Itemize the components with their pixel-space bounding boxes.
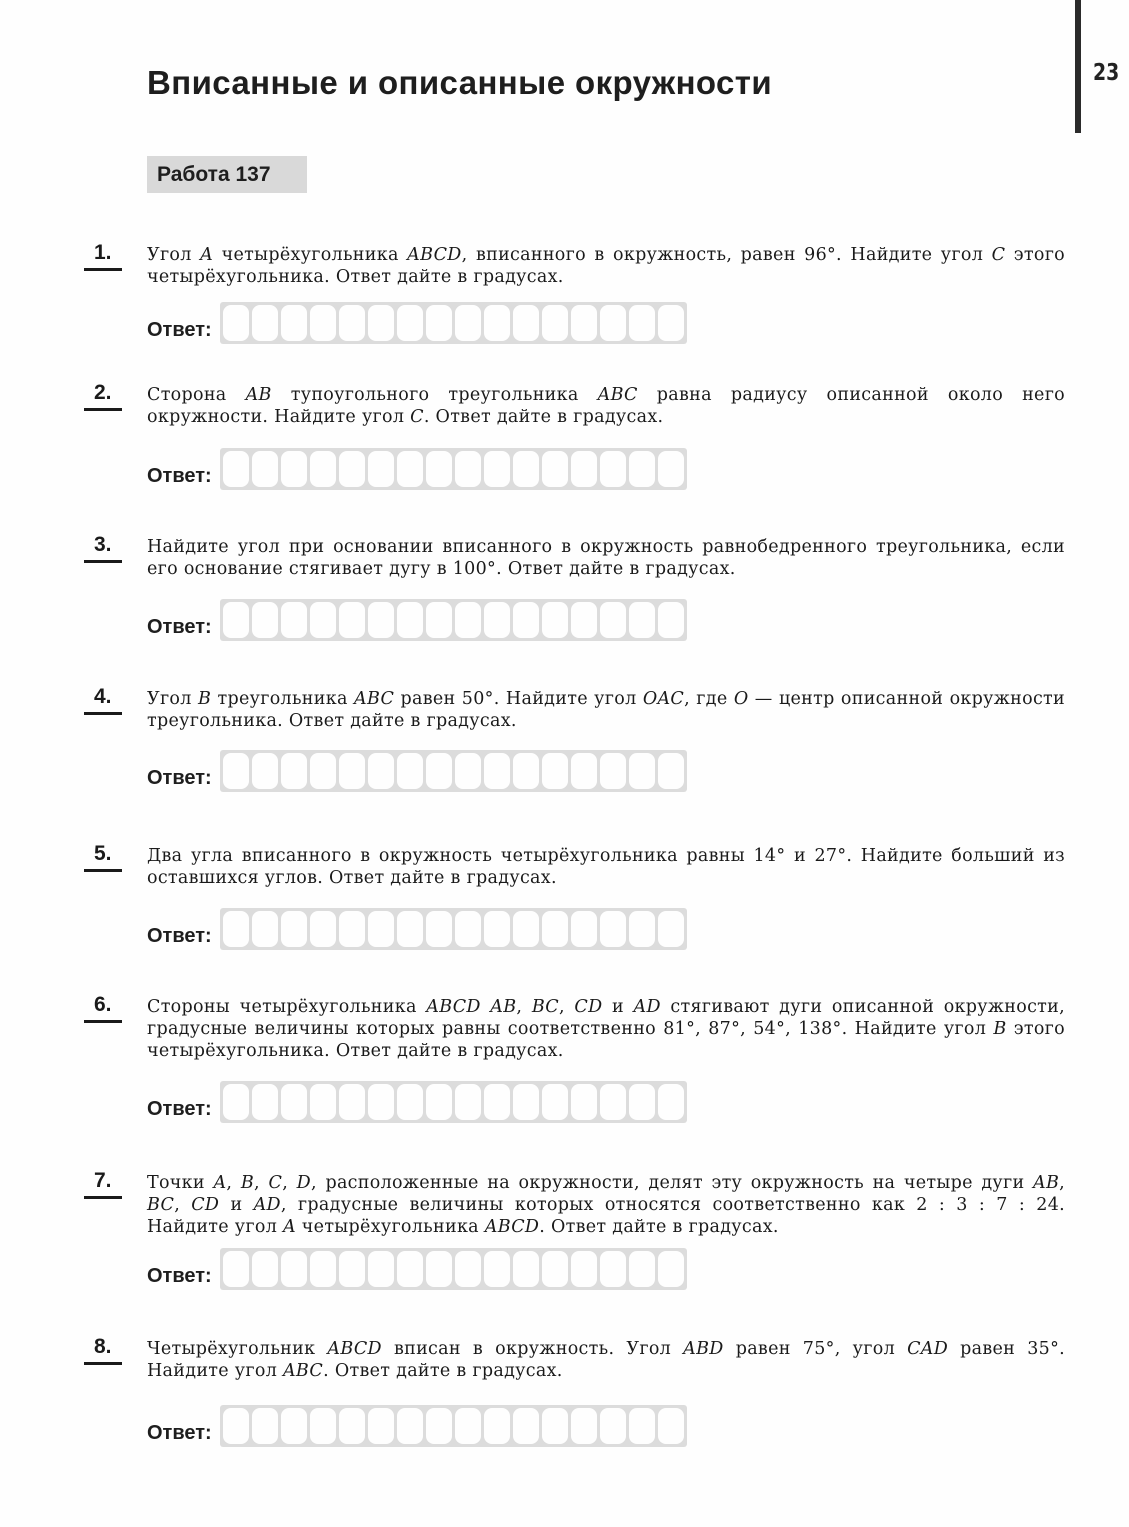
answer-cells[interactable]: [220, 599, 687, 641]
answer-cell[interactable]: [426, 1408, 452, 1444]
answer-cell[interactable]: [310, 1251, 336, 1287]
page-edge-bar: [1075, 0, 1081, 133]
answer-cell[interactable]: [600, 602, 626, 638]
answer-cell[interactable]: [339, 1084, 365, 1120]
answer-cell[interactable]: [600, 1251, 626, 1287]
answer-cell[interactable]: [223, 1251, 249, 1287]
answer-cell[interactable]: [339, 451, 365, 487]
answer-cell[interactable]: [629, 305, 655, 341]
answer-cell[interactable]: [397, 753, 423, 789]
answer-cell[interactable]: [571, 911, 597, 947]
answer-cell[interactable]: [513, 1084, 539, 1120]
answer-cell[interactable]: [542, 911, 568, 947]
task-number: 5.: [84, 842, 124, 866]
answer-cell[interactable]: [252, 911, 278, 947]
answer-cell[interactable]: [455, 602, 481, 638]
answer-cell[interactable]: [426, 911, 452, 947]
answer-cell[interactable]: [542, 753, 568, 789]
answer-cell[interactable]: [397, 1084, 423, 1120]
task-text: Точки A, B, C, D, расположенные на окружности, делят эту окружность на четыре дуги AB, BC, CD и AD, градусные величины которых относятся соответственно как 2 : 3 : 7 : 24. Найдите угол A четырёхугольника ABCD. Ответ дайте в градусах.: [147, 1173, 1065, 1237]
answer-cell[interactable]: [484, 753, 510, 789]
answer-cell[interactable]: [223, 1408, 249, 1444]
answer-cell[interactable]: [397, 602, 423, 638]
answer-cell[interactable]: [600, 911, 626, 947]
answer-cell[interactable]: [339, 753, 365, 789]
answer-cell[interactable]: [368, 305, 394, 341]
answer-cell[interactable]: [223, 305, 249, 341]
answer-cell[interactable]: [310, 602, 336, 638]
answer-cell[interactable]: [310, 305, 336, 341]
answer-cell[interactable]: [397, 1408, 423, 1444]
task-number: 8.: [84, 1335, 124, 1359]
answer-cell[interactable]: [484, 602, 510, 638]
answer-cell[interactable]: [629, 1084, 655, 1120]
answer-cell[interactable]: [542, 1408, 568, 1444]
answer-cell[interactable]: [484, 305, 510, 341]
answer-cell[interactable]: [571, 305, 597, 341]
task-number: 7.: [84, 1169, 124, 1193]
answer-cell[interactable]: [310, 451, 336, 487]
answer-cell[interactable]: [339, 1408, 365, 1444]
answer-cell[interactable]: [426, 305, 452, 341]
answer-cell[interactable]: [281, 753, 307, 789]
answer-cells[interactable]: [220, 448, 687, 490]
answer-cell[interactable]: [513, 602, 539, 638]
answer-cells[interactable]: [220, 908, 687, 950]
answer-cell[interactable]: [629, 602, 655, 638]
answer-cell[interactable]: [484, 911, 510, 947]
answer-label: Ответ:: [147, 616, 212, 638]
answer-cell[interactable]: [629, 451, 655, 487]
answer-cell[interactable]: [658, 1408, 684, 1444]
answer-cell[interactable]: [310, 753, 336, 789]
answer-cell[interactable]: [571, 602, 597, 638]
page-title: Вписанные и описанные окружности: [147, 64, 773, 101]
task-text: Угол B треугольника ABC равен 50°. Найдите угол OAC, где O — центр описанной окружности треугольника. Ответ дайте в градусах.: [147, 689, 1065, 731]
answer-cell[interactable]: [426, 753, 452, 789]
task-number: 3.: [84, 533, 124, 557]
answer-cell[interactable]: [426, 1084, 452, 1120]
answer-cell[interactable]: [629, 753, 655, 789]
answer-cell[interactable]: [571, 1084, 597, 1120]
answer-cell[interactable]: [658, 305, 684, 341]
task-text: Сторона AB тупоугольного треугольника ABC равна радиусу описанной около него окружности. Найдите угол C. Ответ дайте в градусах.: [147, 385, 1065, 427]
answer-cell[interactable]: [281, 1408, 307, 1444]
answer-cell[interactable]: [513, 305, 539, 341]
answer-cell[interactable]: [281, 305, 307, 341]
task-text: Четырёхугольник ABCD вписан в окружность. Угол ABD равен 75°, угол CAD равен 35°. Найдите угол ABC. Ответ дайте в градусах.: [147, 1339, 1066, 1381]
answer-cell[interactable]: [368, 911, 394, 947]
page-number: 23: [1093, 60, 1120, 86]
answer-cell[interactable]: [368, 1408, 394, 1444]
answer-cell[interactable]: [542, 451, 568, 487]
answer-cell[interactable]: [513, 911, 539, 947]
answer-cell[interactable]: [513, 1408, 539, 1444]
answer-label: Ответ:: [147, 767, 212, 789]
answer-cell[interactable]: [658, 451, 684, 487]
answer-cell[interactable]: [281, 1251, 307, 1287]
answer-cell[interactable]: [397, 305, 423, 341]
answer-cell[interactable]: [571, 451, 597, 487]
answer-cell[interactable]: [600, 1408, 626, 1444]
answer-cell[interactable]: [252, 1084, 278, 1120]
answer-cell[interactable]: [658, 1084, 684, 1120]
answer-cell[interactable]: [223, 753, 249, 789]
answer-cell[interactable]: [455, 911, 481, 947]
answer-cell[interactable]: [658, 753, 684, 789]
task-text: Угол A четырёхугольника ABCD, вписанного в окружность, равен 96°. Найдите угол C этого четырёхугольника. Ответ дайте в градусах.: [147, 245, 1066, 287]
answer-cell[interactable]: [455, 753, 481, 789]
answer-cell[interactable]: [455, 1408, 481, 1444]
answer-cell[interactable]: [339, 1251, 365, 1287]
answer-cell[interactable]: [252, 1408, 278, 1444]
answer-cell[interactable]: [368, 1084, 394, 1120]
answer-cell[interactable]: [455, 1084, 481, 1120]
answer-cells[interactable]: [220, 1405, 687, 1447]
answer-cell[interactable]: [513, 451, 539, 487]
answer-cell[interactable]: [368, 1251, 394, 1287]
answer-cell[interactable]: [513, 753, 539, 789]
answer-cell[interactable]: [426, 1251, 452, 1287]
answer-cell[interactable]: [571, 753, 597, 789]
answer-cells[interactable]: [220, 750, 687, 792]
answer-cell[interactable]: [426, 602, 452, 638]
answer-row-3: [147, 599, 687, 641]
answer-cell[interactable]: [455, 1251, 481, 1287]
answer-row-8: [147, 1405, 687, 1447]
answer-cell[interactable]: [600, 451, 626, 487]
answer-cell[interactable]: [658, 1251, 684, 1287]
task-number: 2.: [84, 381, 124, 405]
answer-cell[interactable]: [223, 451, 249, 487]
answer-cell[interactable]: [513, 1251, 539, 1287]
answer-cell[interactable]: [426, 451, 452, 487]
task-text: Два угла вписанного в окружность четырёхугольника равны 14° и 27°. Найдите больший из оставшихся углов. Ответ дайте в градусах.: [147, 846, 1065, 888]
answer-cell[interactable]: [281, 602, 307, 638]
answer-cell[interactable]: [310, 911, 336, 947]
answer-cell[interactable]: [600, 753, 626, 789]
answer-row-2: [147, 448, 687, 490]
answer-cell[interactable]: [629, 911, 655, 947]
answer-label: Ответ:: [147, 465, 212, 487]
answer-cell[interactable]: [223, 602, 249, 638]
answer-cell[interactable]: [542, 305, 568, 341]
answer-cell[interactable]: [397, 911, 423, 947]
answer-label: Ответ:: [147, 925, 212, 947]
answer-cell[interactable]: [310, 1084, 336, 1120]
answer-cell[interactable]: [223, 911, 249, 947]
answer-cell[interactable]: [397, 451, 423, 487]
answer-row-1: [147, 302, 687, 344]
answer-cell[interactable]: [281, 911, 307, 947]
answer-cell[interactable]: [542, 602, 568, 638]
answer-cells[interactable]: [220, 302, 687, 344]
answer-cell[interactable]: [397, 1251, 423, 1287]
answer-cell[interactable]: [484, 1408, 510, 1444]
answer-cells[interactable]: [220, 1248, 687, 1290]
answer-cell[interactable]: [455, 305, 481, 341]
answer-cell[interactable]: [571, 1408, 597, 1444]
answer-label: Ответ:: [147, 1422, 212, 1444]
answer-cell[interactable]: [542, 1084, 568, 1120]
answer-row-5: [147, 908, 687, 950]
answer-cell[interactable]: [542, 1251, 568, 1287]
answer-cell[interactable]: [658, 911, 684, 947]
answer-cells[interactable]: [220, 1081, 687, 1123]
answer-cell[interactable]: [484, 1084, 510, 1120]
answer-cell[interactable]: [339, 305, 365, 341]
answer-cell[interactable]: [571, 1251, 597, 1287]
task-number: 1.: [84, 241, 124, 265]
answer-cell[interactable]: [600, 1084, 626, 1120]
answer-label: Ответ:: [147, 319, 212, 341]
answer-cell[interactable]: [484, 451, 510, 487]
answer-label: Ответ:: [147, 1098, 212, 1120]
answer-cell[interactable]: [252, 602, 278, 638]
task-number: 4.: [84, 685, 124, 709]
answer-cell[interactable]: [223, 1084, 249, 1120]
answer-cell[interactable]: [368, 753, 394, 789]
answer-cell[interactable]: [281, 1084, 307, 1120]
task-number: 6.: [84, 993, 124, 1017]
answer-cell[interactable]: [455, 451, 481, 487]
answer-cell[interactable]: [252, 305, 278, 341]
answer-cell[interactable]: [484, 1251, 510, 1287]
answer-cell[interactable]: [368, 451, 394, 487]
answer-label: Ответ:: [147, 1265, 212, 1287]
answer-cell[interactable]: [629, 1408, 655, 1444]
answer-cell[interactable]: [629, 1251, 655, 1287]
answer-cell[interactable]: [281, 451, 307, 487]
answer-cell[interactable]: [252, 451, 278, 487]
answer-row-6: [147, 1081, 687, 1123]
task-text: Найдите угол при основании вписанного в окружность равнобедренного треугольника, если его основание стягивает дугу в 100°. Ответ дайте в градусах.: [147, 537, 1065, 579]
answer-cell[interactable]: [252, 753, 278, 789]
answer-row-7: [147, 1248, 687, 1290]
answer-row-4: [147, 750, 687, 792]
work-label: Работа 137: [147, 156, 307, 193]
task-text: Стороны четырёхугольника ABCD AB, BC, CD и AD стягивают дуги описанной окружности, градусные величины которых равны соответственно 81°, 87°, 54°, 138°. Найдите угол B этого четырёхугольника. Ответ дайте в градусах.: [147, 997, 1065, 1061]
answer-cell[interactable]: [339, 911, 365, 947]
answer-cell[interactable]: [600, 305, 626, 341]
answer-cell[interactable]: [339, 602, 365, 638]
answer-cell[interactable]: [368, 602, 394, 638]
answer-cell[interactable]: [658, 602, 684, 638]
answer-cell[interactable]: [310, 1408, 336, 1444]
answer-cell[interactable]: [252, 1251, 278, 1287]
